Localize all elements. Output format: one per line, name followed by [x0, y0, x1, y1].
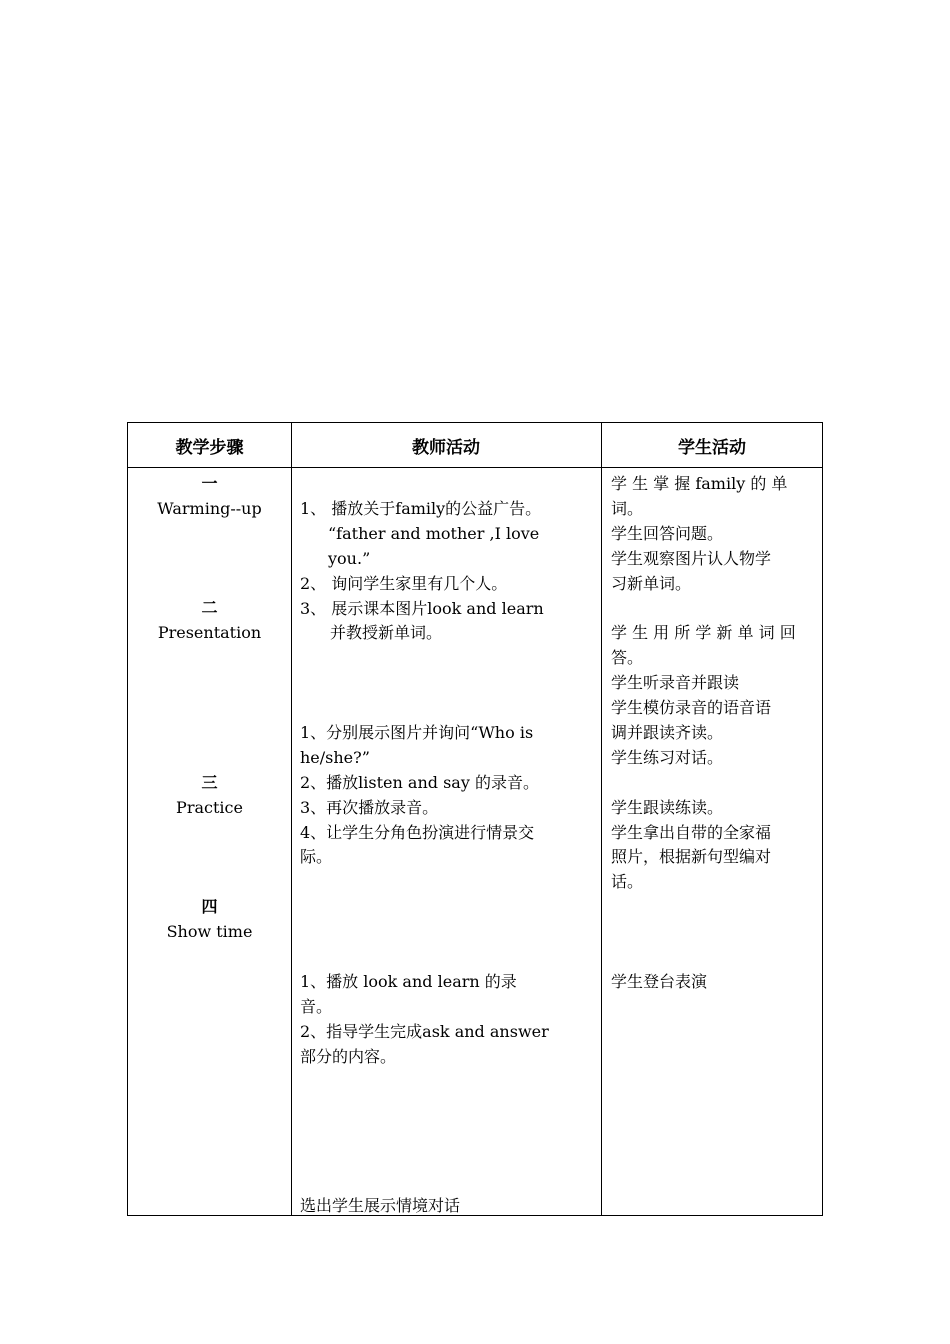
- teacher-line: 2、 询问学生家里有几个人。: [300, 574, 508, 593]
- student-line: 学生跟读练读。: [611, 798, 724, 817]
- teacher-line: 2、播放listen and say 的录音。: [300, 773, 539, 792]
- student-line: 学生听录音并跟读: [611, 673, 740, 692]
- step-number: 四: [201, 897, 218, 916]
- teacher-line: 际。: [300, 847, 333, 866]
- header-divider: [128, 467, 822, 468]
- column-divider: [291, 423, 292, 1215]
- teacher-line: 2、指导学生完成ask and answer: [300, 1022, 549, 1041]
- student-line: 学生模仿录音的语音语: [611, 698, 772, 717]
- student-line: 学生登台表演: [611, 972, 708, 991]
- step-name: Presentation: [157, 623, 262, 642]
- student-line: 调并跟读齐读。: [611, 723, 724, 742]
- student-line: 学 生 用 所 学 新 单 词 回: [611, 623, 796, 642]
- student-line: 答。: [611, 648, 644, 667]
- step-practice: [128, 770, 291, 820]
- header-student-activity: 学生活动: [678, 437, 746, 458]
- student-line: 话。: [611, 872, 644, 891]
- student-line: 学生练习对话。: [611, 748, 724, 767]
- column-divider: [601, 423, 602, 1215]
- step-presentation: [128, 595, 291, 645]
- student-line: 学生回答问题。: [611, 524, 724, 543]
- header-teacher-activity: 教师活动: [412, 437, 480, 458]
- teacher-line: 3、 展示课本图片look and learn: [300, 599, 544, 618]
- teacher-line: 1、分别展示图片并询问“Who is: [300, 723, 534, 742]
- teacher-line: 1、 播放关于family的公益广告。: [300, 499, 542, 518]
- teacher-line: he/she?”: [300, 748, 370, 767]
- student-line: 习新单词。: [611, 574, 692, 593]
- step-number: 三: [201, 773, 218, 792]
- header-steps: 教学步骤: [175, 437, 244, 458]
- teacher-line: 部分的内容。: [300, 1047, 397, 1066]
- step-name: Practice: [176, 798, 243, 817]
- teacher-line: 并教授新单词。: [330, 623, 443, 642]
- teacher-line: “father and mother ,I love: [328, 524, 540, 543]
- step-number: 二: [201, 598, 218, 617]
- lesson-plan-table: [127, 422, 823, 1216]
- step-number: 一: [201, 474, 218, 493]
- teacher-line: you.”: [328, 549, 371, 568]
- student-line: 学生观察图片认人物学: [611, 549, 772, 568]
- step-name: Warming--up: [157, 499, 262, 518]
- student-line: 学生拿出自带的全家福: [611, 823, 772, 842]
- teacher-line: 选出学生展示情境对话: [300, 1196, 461, 1215]
- student-line: 照片，根据新句型编对: [611, 847, 772, 866]
- student-line: 词。: [611, 499, 644, 518]
- step-warming-up: [128, 471, 291, 521]
- step-name: Show time: [166, 922, 253, 941]
- step-show-time: [128, 894, 291, 944]
- teacher-line: 1、播放 look and learn 的录: [300, 972, 517, 991]
- teacher-line: 4、让学生分角色扮演进行情景交: [300, 823, 535, 842]
- teacher-line: 音。: [300, 997, 333, 1016]
- teacher-line: 3、再次播放录音。: [300, 798, 439, 817]
- student-line: 学 生 掌 握 family 的 单: [611, 474, 788, 493]
